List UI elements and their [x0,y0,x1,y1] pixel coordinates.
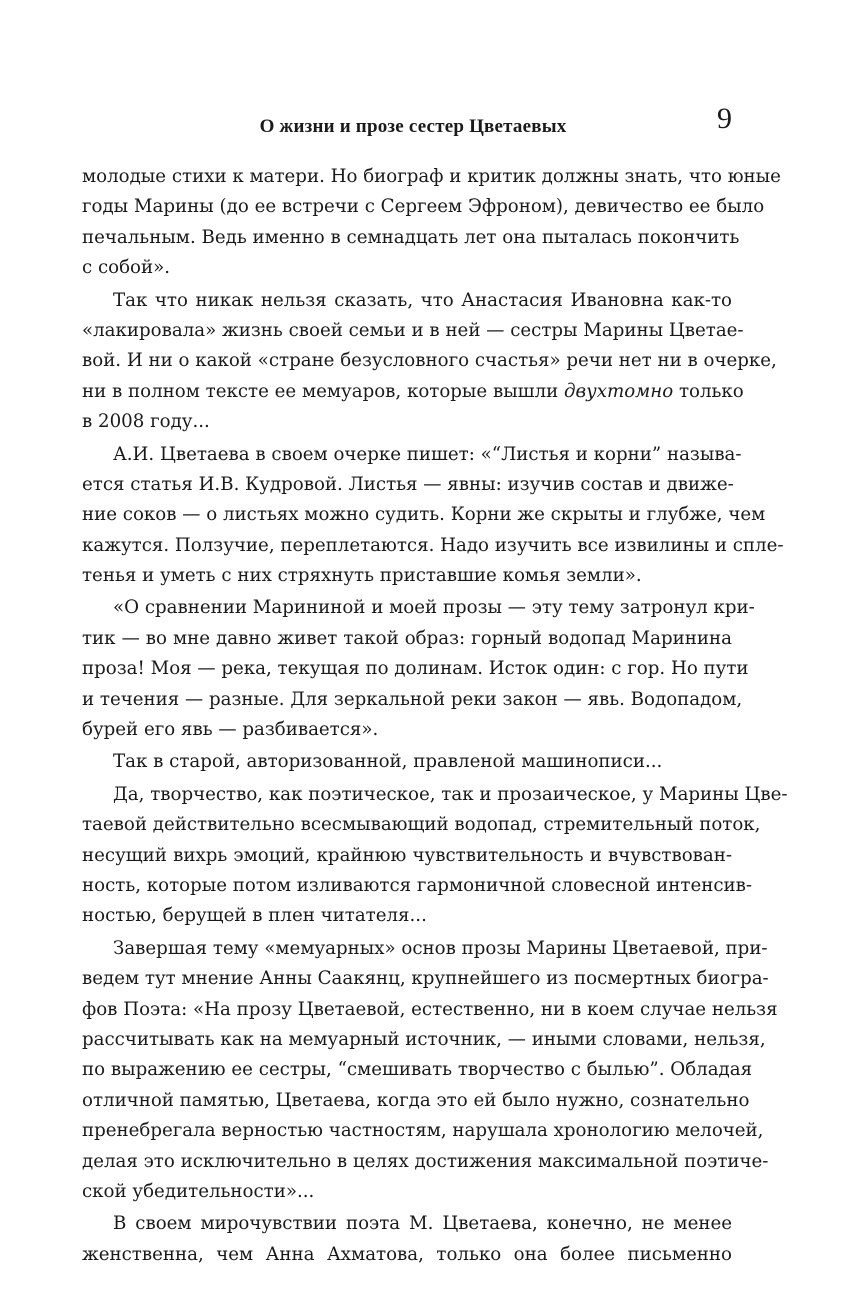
text-line: таевой действительно всесмывающий водопад, стремительный поток, [82,814,761,836]
text-line: Так в старой, авторизованной, правленой машинописи... [113,751,663,773]
paragraph [82,440,784,592]
paragraph [82,780,788,932]
text-line: и течения — разные. Для зеркальной реки закон — явь. Водопадом, [82,688,743,710]
paragraph [82,1209,732,1270]
paragraph [82,593,755,745]
text-line: отличной памятью, Цветаева, когда это ей было нужно, сознательно [82,1089,750,1111]
page-number: 9 [717,102,732,135]
text-line: рассчитывать как на мемуарный источник, — иными словами, нельзя, [82,1028,766,1050]
text-line: в 2008 году... [82,411,210,433]
text-line: тик — во мне давно живет такой образ: горный водопад Маринина [82,627,732,649]
text-line: по выражению ее сестры, “смешивать творчество с былью”. Обладая [82,1059,753,1081]
text-line: проза! Моя — река, текущая по долинам. Исток один: с гор. Но пути [82,658,749,680]
text-line: женственна, чем Анна Ахматова, только она более письменно [82,1243,732,1265]
text-line: вой. И ни о какой «стране безусловного счастья» речи нет ни в очерке, [82,350,777,372]
text-line-with-italic [82,377,744,407]
body-text [82,162,788,1270]
text-line: годы Марины (до ее встречи с Сергеем Эфроном), девичество ее было [82,196,765,218]
text-line: «лакировала» жизнь своей семьи и в ней — сестры Марины Цветае- [82,319,744,341]
text-line: ется статья И.В. Кудровой. Листья — явны: изучив состав и движе- [82,473,734,495]
text-line: В своем мирочувствии поэта М. Цветаева, конечно, не менее [113,1213,732,1235]
text-line: Так что никак нельзя сказать, что Анастасия Ивановна как-то [113,289,732,311]
text-line: ние соков — о листьях можно судить. Корни же скрыты и глубже, чем [82,504,766,526]
text-line: пренебрегала верностью частностям, нарушала хронологию мелочей, [82,1120,764,1142]
text-line: ской убедительности»... [82,1180,315,1202]
text-line: фов Поэта: «На прозу Цветаевой, естественно, ни в коем случае нельзя [82,998,778,1020]
text-line: с собой». [82,257,171,279]
text-line: ностью, берущей в плен читателя... [82,905,427,927]
text-line: ность, которые потом изливаются гармоничной словесной интенсив- [82,874,753,896]
text-line: бурей его явь — разбивается». [82,719,379,741]
text-line: «О сравнении Марининой и моей прозы — эту тему затронул кри- [113,597,755,619]
text-line: Завершая тему «мемуарных» основ прозы Марины Цветаевой, при- [113,937,768,959]
paragraph [82,747,732,777]
running-head [82,102,732,138]
text-line: несущий вихрь эмоций, крайнюю чувствительность и вчувствован- [82,844,732,866]
text-line: тенья и уметь с них стряхнуть приставшие комья земли». [82,565,642,587]
text-line: делая это исключительно в целях достижения максимальной поэтиче- [82,1150,769,1172]
paragraph [82,162,781,284]
text-line: Да, творчество, как поэтическое, так и прозаическое, у Марины Цве- [113,783,788,805]
text-segment: ни в полном тексте ее мемуаров, которые вышли [82,380,565,402]
text-line: ведем тут мнение Анны Саакянц, крупнейшего из посмертных биогра- [82,968,769,990]
running-title: О жизни и прозе сестер Цветаевых [259,116,567,137]
text-line: молодые стихи к матери. Но биограф и критик должны знать, что юные [82,166,781,187]
italic-word: двухтомно [564,380,674,402]
text-line: А.И. Цветаева в своем очерке пишет: «“Листья и корни” называ- [113,443,742,465]
paragraph [82,286,777,438]
text-segment: только [673,380,744,402]
text-line: печальным. Ведь именно в семнадцать лет она пыталась покончить [82,226,740,248]
paragraph [82,934,778,1208]
text-line: кажутся. Ползучие, переплетаются. Надо изучить все извилины и спле- [82,534,784,556]
